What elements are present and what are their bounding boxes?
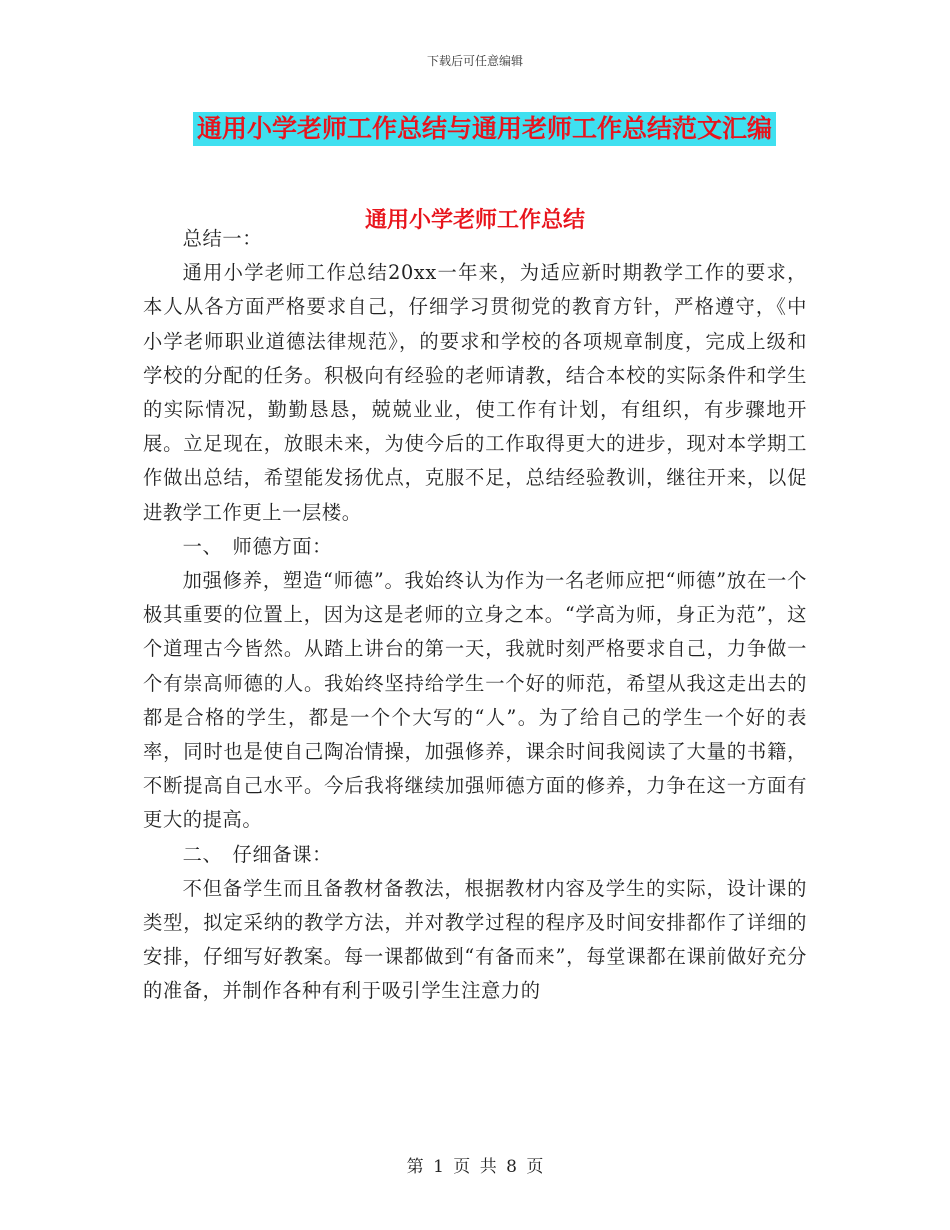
- section-title: 通用小学老师工作总结: [364, 208, 585, 233]
- paragraph-intro: 通用小学老师工作总结20xx一年来，为适应新时期教学工作的要求，本人从各方面严格要求自己，仔细学习贯彻党的教育方针，严格遵守，《中小学老师职业道德法律规范》，的要求和学校的各项规章制度，完成上级和学校的分配的任务。积极向有经验的老师请教，结合本校的实际条件和学生的实际情况，勤勤恳恳，兢兢业业，使工作有计划，有组织，有步骤地开展。立足现在，放眼未来，为使今后的工作取得更大的进步，现对本学期工作做出总结，希望能发扬优点，克服不足，总结经验教训，继往开来，以促进教学工作更上一层楼。: [143, 261, 807, 524]
- heading-lesson-prep: 二、 仔细备课：: [182, 842, 332, 866]
- summary-label: 总结一：: [182, 227, 263, 250]
- document-title: 通用小学老师工作总结与通用老师工作总结范文汇编: [193, 112, 776, 146]
- heading-teacher-ethics: 一、 师德方面：: [182, 534, 332, 558]
- header-note: 下载后可任意编辑: [426, 54, 523, 68]
- document-body: [143, 222, 807, 1009]
- paragraph-lesson-prep: 不但备学生而且备教材备教法，根据教材内容及学生的实际，设计课的类型，拟定采纳的教学方法，并对教学过程的程序及时间安排都作了详细的安排，仔细写好教案。每一课都做到“有备而来”，每堂课都在课前做好充分的准备，并制作各种有利于吸引学生注意力的: [143, 876, 807, 1003]
- paragraph-teacher-ethics: 加强修养，塑造“师德”。我始终认为作为一名老师应把“师德”放在一个极其重要的位置上，因为这是老师的立身之本。“学高为师，身正为范”，这个道理古今皆然。从踏上讲台的第一天，我就时刻严格要求自己，力争做一个有崇高师德的人。我始终坚持给学生一个好的师范，希望从我这走出去的都是合格的学生，都是一个个大写的“人”。为了给自己的学生一个好的表率，同时也是使自己陶冶情操，加强修养，课余时间我阅读了大量的书籍，不断提高自己水平。今后我将继续加强师德方面的修养，力争在这一方面有更大的提高。: [143, 569, 807, 832]
- page-number: 第 1 页 共 8 页: [406, 1157, 544, 1177]
